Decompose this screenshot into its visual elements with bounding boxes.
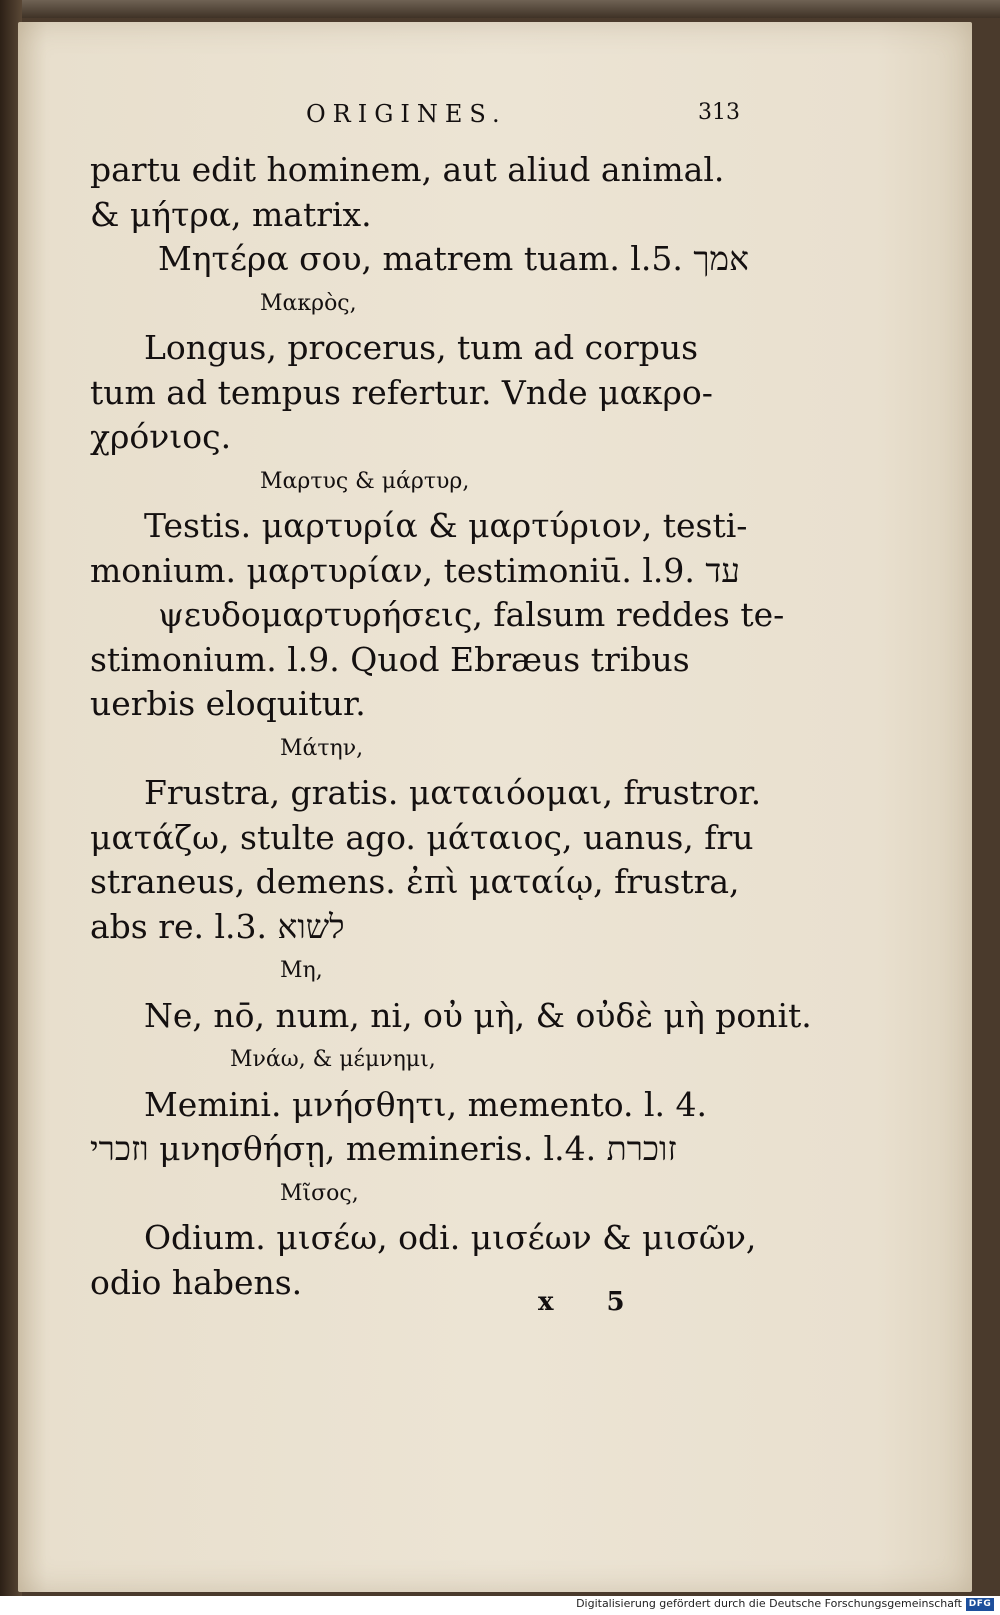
- text-line: χρόνιος.: [90, 417, 232, 456]
- text-line: tum ad tempus refertur. Vnde μακρο-: [90, 372, 713, 412]
- text-line: Testis. μαρτυρία & μαρτύριον, testi-: [144, 506, 748, 545]
- headword-line: Μνάω, & μέμνημι,: [230, 1047, 436, 1072]
- page-text: [90, 100, 812, 1305]
- text-line: uerbis eloquitur.: [90, 684, 366, 723]
- text-line: ψευδομαρτυρήσεις, falsum reddes te-: [158, 595, 785, 634]
- text-lines: [90, 148, 812, 1305]
- running-title: ORIGINES.: [306, 100, 507, 128]
- text-line: straneus, demens. ἐπὶ ματαίῳ, frustra,: [90, 862, 740, 901]
- text-line: Μητέρα σου, matrem tuam. l.5. אמך: [158, 239, 749, 278]
- page-header: [90, 100, 740, 148]
- text-line: Ne, nō, num, ni, οὐ μὴ, & οὐδὲ μὴ ponit.: [144, 995, 812, 1035]
- headword-line: Μῖσος,: [280, 1180, 359, 1206]
- headword-line: Μαρτυς & μάρτυρ,: [260, 468, 470, 494]
- page-number: 313: [698, 100, 740, 125]
- headword-line: Μακρὸς,: [260, 290, 357, 316]
- text-line: & μήτρα, matrix.: [90, 194, 372, 234]
- footer-credit: Digitalisierung gefördert durch die Deutsche Forschungsgemeinschaft: [576, 1597, 962, 1610]
- text-line: stimonium. l.9. Quod Ebræus tribus: [90, 639, 690, 679]
- text-line: monium. μαρτυρίαν, testimoniū. l.9. עד: [90, 550, 740, 590]
- headword-line: Μη,: [280, 958, 323, 983]
- text-line: Longus, procerus, tum ad corpus: [144, 328, 699, 367]
- text-line: partu edit hominem, aut aliud animal.: [90, 150, 725, 189]
- dfg-logo: DFG: [966, 1598, 994, 1611]
- text-line: ματάζω, stulte ago. μάταιος, uanus, fru: [90, 817, 754, 857]
- text-line: Odium. μισέω, odi. μισέων & μισῶν,: [144, 1218, 757, 1257]
- headword-line: Μάτην,: [280, 735, 364, 761]
- signature-mark: x 5: [538, 1287, 647, 1317]
- book-page: [18, 22, 972, 1592]
- text-line: וזכרי μνησθήσῃ, memineris. l.4. זוכרת: [90, 1129, 677, 1168]
- book-edge-top: [0, 0, 1000, 18]
- text-line: abs re. l.3. לשוא: [90, 906, 345, 946]
- text-line: Frustra, gratis. ματαιόομαι, frustror.: [144, 773, 762, 812]
- text-line: odio habens.: [90, 1262, 303, 1302]
- text-line: Memini. μνήσθητι, memento. l. 4.: [144, 1084, 708, 1124]
